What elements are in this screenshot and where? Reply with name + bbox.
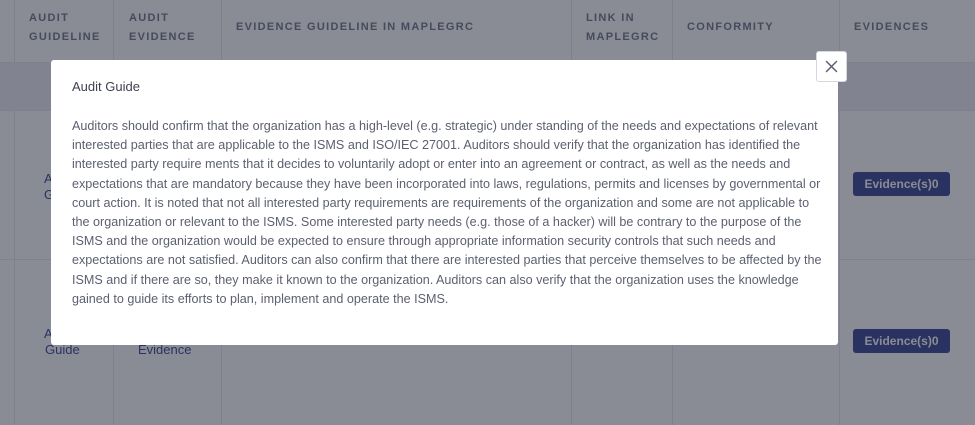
modal-body-text: Auditors should confirm that the organization has a high-level (e.g. strategic) under standing of the needs and expectations of relevant interested parties that are applicable to the ISMS and ISO/IEC 27001. Auditors should verify that the organization has identified the interested party require ments that it decides to voluntarily adopt or enter into an agreement or contract, as well as the needs and expectations that are mandatory because they have been incorporated into laws, regulations, permits and licenses by governmental or court action. It is noted that not all interested party requirements are requirements of the organization and some are not applicable to the organization or relevant to the ISMS. Some interested party needs (e.g. those of a hacker) will be contrary to the purpose of the ISMS and the organization would be expected to ensure through appropriate information security controls that such needs and expectations are not satisfied. Auditors can also confirm that there are interested parties that perceive themselves to be affected by the ISMS and if there are so, they make it known to the organization. Auditors can also verify that the organization uses the knowledge gained to guide its efforts to plan, implement and operate the ISMS. bbox=[72, 119, 822, 306]
audit-guide-modal bbox=[51, 60, 838, 345]
modal-close-button[interactable] bbox=[816, 51, 847, 82]
close-icon bbox=[825, 60, 838, 73]
modal-title: Audit Guide bbox=[72, 79, 140, 94]
